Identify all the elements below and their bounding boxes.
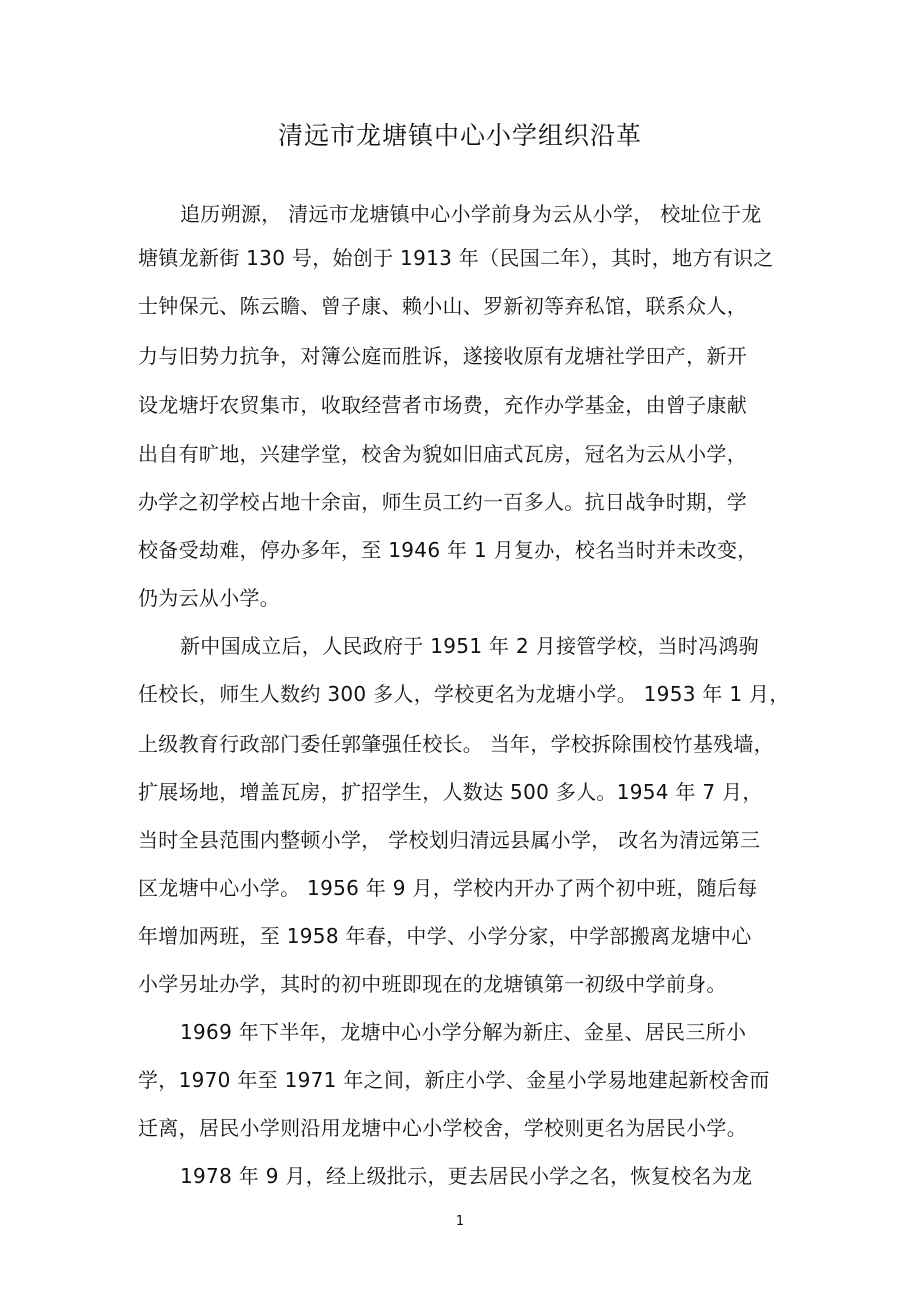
paragraph-line: 学，1970 年至 1971 年之间，新庄小学、金星小学易地建起新校舍而 bbox=[138, 1068, 770, 1092]
paragraph-line: 设龙塘圩农贸集市，收取经营者市场费，充作办学基金，由曾子康献 bbox=[138, 393, 747, 417]
paragraph-line: 塘镇龙新街 130 号，始创于 1913 年（民国二年），其时，地方有识之 bbox=[138, 246, 774, 270]
paragraph-line: 办学之初学校占地十余亩，师生员工约一百多人。抗日战争时期，学 bbox=[138, 490, 747, 514]
page-number: 1 bbox=[455, 1214, 465, 1229]
paragraph-line: 扩展场地，增盖瓦房，扩招学生，人数达 500 多人。1954 年 7 月， bbox=[138, 780, 763, 804]
paragraph-line: 任校长，师生人数约 300 多人，学校更名为龙塘小学。 1953 年 1 月， bbox=[138, 682, 790, 706]
paragraph-line: 迁离，居民小学则沿用龙塘中心小学校舍，学校则更名为居民小学。 bbox=[138, 1116, 747, 1140]
paragraph-line: 追历朔源， 清远市龙塘镇中心小学前身为云从小学， 校址位于龙 bbox=[180, 202, 762, 226]
document-title: 清远市龙塘镇中心小学组织沿革 bbox=[277, 121, 642, 150]
paragraph-line: 1969 年下半年，龙塘中心小学分解为新庄、金星、居民三所小 bbox=[180, 1020, 747, 1044]
paragraph-line: 出自有旷地，兴建学堂，校舍为貌如旧庙式瓦房，冠名为云从小学， bbox=[138, 442, 747, 466]
paragraph-line: 力与旧势力抗争，对簿公庭而胜诉，遂接收原有龙塘社学田产，新开 bbox=[138, 344, 747, 368]
paragraph-line: 小学另址办学，其时的初中班即现在的龙塘镇第一初级中学前身。 bbox=[138, 972, 727, 996]
paragraph-line: 年增加两班，至 1958 年春，中学、小学分家，中学部搬离龙塘中心 bbox=[138, 924, 752, 948]
paragraph-line: 上级教育行政部门委任郭肇强任校长。 当年，学校拆除围校竹基残墙， bbox=[138, 732, 774, 756]
paragraph-line: 士钟保元、陈云瞻、曾子康、赖小山、罗新初等弃私馆，联系众人， bbox=[138, 294, 747, 318]
paragraph-line: 校备受劫难，停办多年，至 1946 年 1 月复办，校名当时并未改变， bbox=[138, 538, 758, 562]
paragraph-line: 仍为云从小学。 bbox=[138, 586, 281, 610]
paragraph-line: 区龙塘中心小学。 1956 年 9 月，学校内开办了两个初中班，随后每 bbox=[138, 876, 758, 900]
paragraph-line: 新中国成立后，人民政府于 1951 年 2 月接管学校，当时冯鸿驹 bbox=[180, 634, 759, 658]
paragraph-line: 1978 年 9 月，经上级批示，更去居民小学之名，恢复校名为龙 bbox=[180, 1164, 753, 1188]
paragraph-line: 当时全县范围内整顿小学， 学校划归清远县属小学， 改名为清远第三 bbox=[138, 828, 761, 852]
